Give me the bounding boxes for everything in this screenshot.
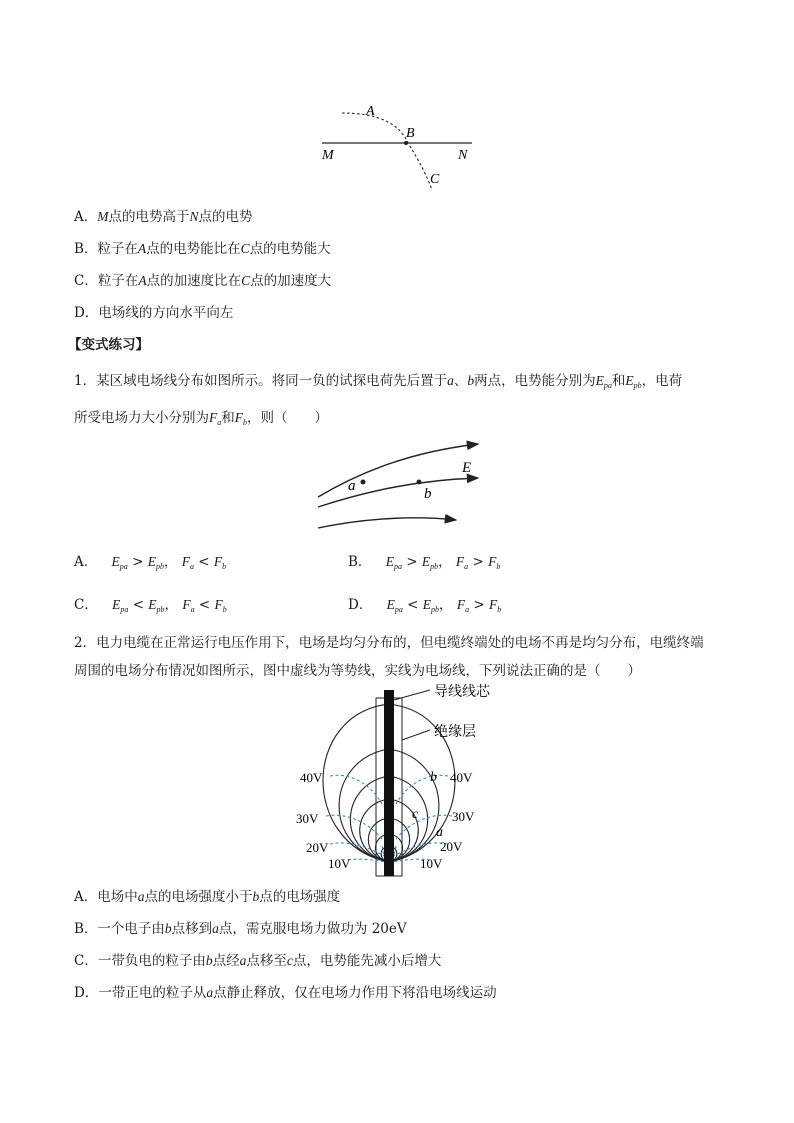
figure-field-lines	[300, 432, 500, 532]
option-text: 一带负电的粒子由	[97, 953, 206, 969]
section-title: 【变式练习】	[68, 337, 149, 353]
sub-b: b	[222, 605, 227, 614]
insulation-label: 绝缘层	[434, 725, 476, 740]
comma: ，	[163, 554, 178, 570]
option-text: 点的电势能比在	[146, 241, 241, 257]
var-e: E	[595, 373, 604, 388]
relation: >	[406, 554, 418, 570]
leader-core	[394, 690, 430, 700]
var-c: c	[286, 953, 293, 968]
var-e: E	[386, 597, 395, 612]
dashed-trajectory	[342, 113, 432, 190]
option-text: 粒子在	[97, 241, 138, 257]
stem-text: 所受电场力大小分别为	[74, 410, 209, 426]
var-e: E	[385, 554, 394, 569]
sub-b: b	[496, 562, 501, 571]
sub-pa: pa	[119, 562, 128, 571]
var-f: F	[214, 597, 223, 612]
var-e: E	[422, 597, 432, 612]
sub-pb: pb	[156, 605, 165, 614]
q2-stem-line2: 周围的电场分布情况如图所示，图中虚线为等势线，实线为电场线，下列说法正确的是（ ）	[74, 663, 641, 679]
var-b: b	[252, 889, 260, 904]
equipotential-40v-left	[330, 775, 382, 804]
sub-a: a	[465, 605, 470, 614]
var-e: E	[148, 597, 157, 612]
fig1-label-m: M	[322, 148, 334, 163]
option-text: 点经	[212, 953, 240, 969]
v30-left: 30V	[296, 811, 319, 826]
leader-insulation	[402, 730, 430, 740]
equipotential-30v-left	[326, 815, 382, 839]
var-a: a	[212, 921, 219, 936]
var-f: F	[181, 554, 190, 569]
stem-text: 和	[221, 410, 235, 426]
option-letter: A．	[74, 889, 98, 905]
var-e: E	[421, 554, 431, 569]
q2-option-a[interactable]	[74, 888, 340, 906]
fig2-label-a: a	[348, 478, 356, 494]
sub-pa: pa	[394, 605, 403, 614]
option-letter: D．	[348, 597, 373, 613]
q0-option-b[interactable]	[74, 240, 331, 258]
var-e: E	[111, 554, 120, 569]
q1-option-c[interactable]	[74, 596, 227, 619]
relation: <	[132, 597, 144, 613]
sub-a: a	[190, 605, 195, 614]
var-b: b	[205, 953, 213, 968]
point-b-dot	[404, 141, 408, 145]
stem-text: 和	[611, 373, 626, 389]
field-line-bottom	[318, 518, 456, 528]
relation: >	[472, 554, 484, 570]
sub-pa: pa	[120, 605, 129, 614]
sub-a: a	[217, 418, 222, 427]
var-f: F	[213, 554, 223, 569]
point-c-label: c	[412, 807, 419, 822]
option-text: 电场线的方向水平向左	[98, 305, 234, 321]
option-text: 点的电场强度	[259, 889, 341, 905]
relation: <	[198, 554, 210, 570]
q2-stem-line1	[74, 634, 704, 652]
option-text: 点，需克服电场力做功为 20eV	[218, 921, 407, 937]
option-letter: D．	[74, 305, 99, 321]
var-a: a	[447, 373, 454, 388]
var-m: M	[97, 209, 109, 224]
option-letter: C．	[74, 597, 98, 613]
option-text: 点的电势能大	[249, 241, 331, 257]
conductor-core	[384, 690, 394, 876]
option-text: 粒子在	[97, 273, 139, 289]
option-letter: A．	[74, 209, 98, 225]
v40-left: 40V	[300, 770, 323, 785]
var-f: F	[209, 410, 218, 425]
point-a-label: a	[436, 825, 443, 840]
option-text: 电场中	[97, 889, 138, 905]
figure-arc-trajectory	[300, 95, 500, 195]
comma: ，	[439, 597, 453, 613]
var-f: F	[455, 554, 465, 569]
sub-pb: pb	[431, 605, 440, 614]
option-letter: B．	[74, 921, 98, 937]
q0-option-d[interactable]	[74, 304, 233, 322]
q2-option-d[interactable]	[74, 984, 497, 1002]
var-f: F	[182, 597, 191, 612]
sub-b: b	[222, 562, 227, 571]
relation: <	[198, 597, 211, 613]
var-b: b	[164, 921, 172, 936]
question-number: 1．	[74, 373, 97, 389]
relation: >	[473, 597, 485, 613]
var-e: E	[112, 597, 121, 612]
sub-pb: pb	[155, 562, 164, 571]
option-text: 点，电势能先减小后增大	[292, 953, 442, 969]
field-line-middle	[318, 478, 478, 507]
var-f: F	[488, 554, 497, 569]
option-text: 一带正电的粒子从	[98, 985, 207, 1001]
option-letter: A．	[74, 554, 98, 570]
point-a-dot	[361, 480, 366, 485]
stem-text: 某区域电场线分布如图所示。将同一负的试探电荷先后置于	[96, 373, 448, 389]
v10-right: 10V	[420, 856, 443, 871]
sub-a: a	[464, 562, 469, 571]
stem-text: 两点，电势能分别为	[474, 373, 596, 389]
stem-text: 电力电缆在正常运行电压作用下，电场是均匀分布的，但电缆终端处的电场不再是均匀分布，电缆终端	[96, 635, 704, 651]
option-letter: B．	[74, 241, 98, 257]
point-b-dot	[417, 480, 422, 485]
field-line-top	[318, 444, 478, 497]
q1-option-b[interactable]	[348, 553, 500, 576]
q0-option-a[interactable]	[74, 208, 253, 226]
sub-a: a	[190, 562, 194, 571]
fig1-label-a: A	[366, 104, 375, 119]
option-letter: C．	[74, 953, 98, 969]
option-text: 点的电场强度小于	[144, 889, 253, 905]
var-n: N	[189, 209, 199, 224]
option-text: 点移至	[246, 953, 287, 969]
comma: ，	[164, 597, 179, 613]
var-e: E	[625, 373, 634, 388]
q1-option-d[interactable]	[348, 596, 501, 619]
option-text: 点的电势高于	[108, 209, 190, 225]
v20-left: 20V	[306, 840, 329, 855]
var-c: C	[241, 273, 251, 288]
fig1-label-b: B	[406, 126, 415, 141]
option-text: 点静止释放，仅在电场力作用下将沿电场线运动	[213, 985, 497, 1001]
fig2-label-b: b	[424, 486, 432, 502]
option-text: 一个电子由	[97, 921, 165, 937]
var-a: A	[138, 273, 147, 288]
stem-text: ，则（ ）	[247, 410, 328, 426]
option-letter: B．	[348, 554, 372, 570]
var-e: E	[147, 554, 156, 569]
q1-stem-line1	[74, 372, 682, 395]
var-a: A	[137, 241, 147, 256]
sub-pb: pb	[633, 381, 642, 390]
q2-option-c[interactable]	[74, 952, 441, 970]
var-c: C	[240, 241, 250, 256]
option-letter: C．	[74, 273, 98, 289]
option-text: 点的加速度大	[250, 273, 332, 289]
relation: <	[407, 597, 419, 613]
var-f: F	[234, 410, 243, 425]
q1-option-a[interactable]	[74, 553, 226, 576]
v30-right: 30V	[452, 809, 475, 824]
stem-text: 、	[453, 373, 468, 389]
v40-right: 40V	[450, 770, 473, 785]
figure-cable-terminal	[290, 684, 530, 880]
var-a: a	[206, 985, 214, 1000]
v10-left: 10V	[328, 856, 351, 871]
fig1-label-n: N	[458, 148, 468, 163]
v20-right: 20V	[440, 839, 463, 854]
var-a: a	[137, 889, 145, 904]
var-f: F	[456, 597, 466, 612]
q2-option-b[interactable]	[74, 920, 407, 938]
comma: ，	[438, 554, 452, 570]
q0-option-c[interactable]	[74, 272, 331, 290]
equipotential-30v-right	[396, 815, 452, 839]
sub-pa: pa	[393, 562, 402, 571]
equipotential-40v-right	[396, 775, 448, 804]
relation: >	[132, 554, 144, 570]
var-a: a	[239, 953, 247, 968]
option-text: 点的电势	[198, 209, 253, 225]
point-b-label: b	[430, 770, 437, 785]
var-f: F	[488, 597, 498, 612]
question-number: 2．	[74, 635, 97, 651]
var-b: b	[467, 373, 475, 388]
option-letter: D．	[74, 985, 99, 1001]
sub-pa: pa	[603, 381, 612, 390]
sub-b: b	[497, 605, 502, 614]
fig1-label-c: C	[430, 172, 440, 187]
stem-text: ，电荷	[641, 373, 683, 389]
q1-stem-line2	[74, 409, 328, 432]
fig2-label-e: E	[462, 460, 472, 476]
sub-b: b	[243, 418, 247, 427]
core-label: 导线线芯	[434, 685, 490, 700]
sub-pb: pb	[430, 562, 439, 571]
option-text: 点移到	[171, 921, 213, 937]
option-text: 点的加速度比在	[146, 273, 242, 289]
